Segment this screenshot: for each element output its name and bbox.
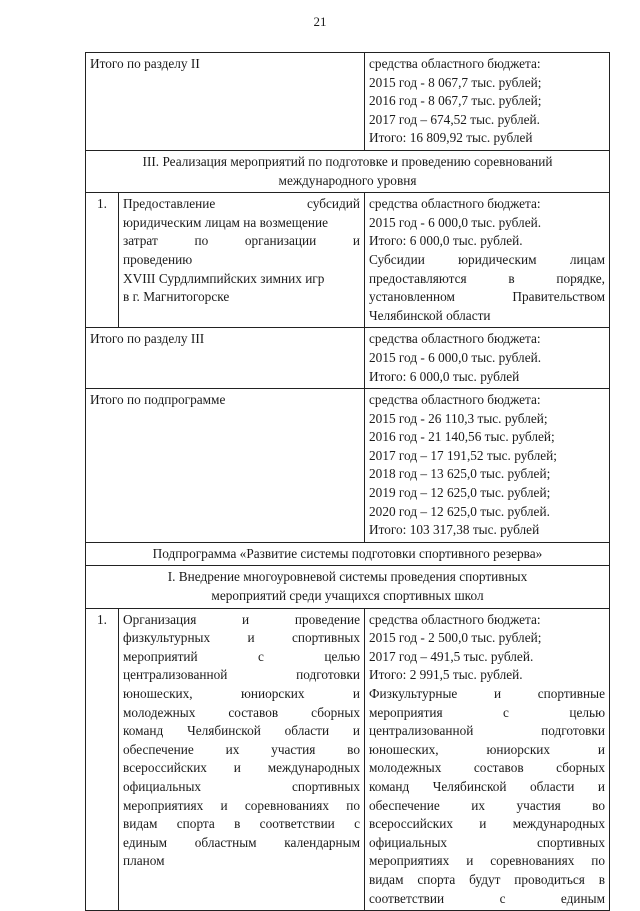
funding-line: Физкультурные и спортивные <box>369 686 606 701</box>
item-3-1-description <box>119 193 365 328</box>
table-row-total-section-2 <box>86 53 610 151</box>
description-line: проведению <box>123 251 193 267</box>
description-line: затрат по организации и <box>123 233 361 249</box>
funding-line: молодежных составов сборных <box>369 760 606 776</box>
subprogram-heading: Подпрограмма «Развитие системы подготовки спортивного резерва» <box>86 542 610 566</box>
description-line: в г. Магнитогорске <box>123 289 230 305</box>
total-section-2-funding <box>365 53 610 151</box>
description-line: всероссийских и международных <box>123 760 361 776</box>
table-row-section-3-heading <box>86 150 610 192</box>
funding-line: мероприятиях и соревнованиях по <box>369 853 606 869</box>
description-line: видам спорта в соответствии с <box>123 816 361 832</box>
description-line: мероприятий с целью <box>123 648 361 664</box>
section-3-heading <box>86 150 610 192</box>
table-row-item-1-1 <box>86 608 610 910</box>
funding-line: команд Челябинской области и <box>369 778 606 794</box>
funding-line: обеспечение их участия во <box>369 797 606 813</box>
total-subprogram-label: Итого по подпрограмме <box>86 389 365 543</box>
description-line: обеспечение их участия во <box>123 741 361 757</box>
funding-line: централизованной подготовки <box>369 723 606 739</box>
funding-line: 2015 год - 6 000,0 тыс. рублей. <box>369 214 542 230</box>
funding-line: 2017 год – 674,52 тыс. рублей. <box>369 111 540 127</box>
total-section-3-funding <box>365 328 610 389</box>
total-section-3-label: Итого по разделу III <box>86 328 365 389</box>
funding-line: предоставляются в порядке, <box>369 270 606 286</box>
funding-line: 2015 год - 2 500,0 тыс. рублей; <box>369 630 542 646</box>
description-line: юношеских, юниорских и <box>123 686 361 701</box>
table-row-item-3-1 <box>86 193 610 328</box>
funding-line: Субсидии юридическим лицам <box>369 251 606 267</box>
item-1-1-description <box>119 608 365 910</box>
description-line: команд Челябинской области и <box>123 723 361 739</box>
funding-line: 2015 год - 6 000,0 тыс. рублей. <box>369 349 542 365</box>
description-line: планом <box>123 853 165 869</box>
funding-line: мероприятия с целью <box>369 704 606 720</box>
funding-line: 2017 год – 491,5 тыс. рублей. <box>369 648 534 664</box>
funding-line: Итого: 103 317,38 тыс. рублей <box>369 522 540 538</box>
funding-line: 2016 год - 8 067,7 тыс. рублей; <box>369 93 542 109</box>
funding-line: Челябинской области <box>369 307 491 323</box>
description-line: единым областным календарным <box>123 834 361 850</box>
heading-line: международного уровня <box>278 172 417 188</box>
table-row-total-section-3 <box>86 328 610 389</box>
table-row-total-subprogram <box>86 389 610 543</box>
funding-line: средства областного бюджета: <box>369 611 541 627</box>
funding-line: юношеских, юниорских и <box>369 741 606 757</box>
funding-line: 2020 год – 12 625,0 тыс. рублей. <box>369 503 550 519</box>
description-line: юридическим лицам на возмещение <box>123 214 329 230</box>
description-line: XVIII Сурдлимпийских зимних игр <box>123 270 325 286</box>
page-number: 21 <box>313 14 327 29</box>
funding-line: Итого: 6 000,0 тыс. рублей <box>369 368 520 384</box>
funding-line: Итого: 6 000,0 тыс. рублей. <box>369 233 523 249</box>
funding-line: 2015 год - 26 110,3 тыс. рублей; <box>369 410 548 426</box>
funding-line: 2017 год – 17 191,52 тыс. рублей; <box>369 447 557 463</box>
description-line: молодежных составов сборных <box>123 704 361 720</box>
item-number: 1. <box>86 193 119 328</box>
description-line: физкультурных и спортивных <box>123 630 361 646</box>
item-1-1-funding <box>365 608 610 910</box>
funding-line: 2018 год – 13 625,0 тыс. рублей; <box>369 466 551 482</box>
funding-line: официальных спортивных <box>369 834 606 850</box>
heading-line: III. Реализация мероприятий по подготовке и проведению соревнований <box>142 153 553 169</box>
table-row-section-1-heading <box>86 566 610 608</box>
section-1-heading <box>86 566 610 608</box>
description-line: официальных спортивных <box>123 778 361 794</box>
funding-line: установленном Правительством <box>369 289 606 305</box>
funding-line: соответствии с единым <box>369 890 606 906</box>
funding-line: 2019 год – 12 625,0 тыс. рублей; <box>369 485 551 501</box>
funding-line: средства областного бюджета: <box>369 56 541 71</box>
description-line: Организация и проведение <box>123 611 361 627</box>
item-3-1-funding <box>365 193 610 328</box>
funding-line: всероссийских и международных <box>369 816 606 832</box>
description-line: Предоставление субсидий <box>123 196 361 212</box>
funding-line: Итого: 16 809,92 тыс. рублей <box>369 130 533 146</box>
heading-line: мероприятий среди учащихся спортивных школ <box>211 588 484 604</box>
funding-line: средства областного бюджета: <box>369 392 541 408</box>
funding-line: 2015 год - 8 067,7 тыс. рублей; <box>369 74 542 90</box>
description-line: централизованной подготовки <box>123 667 361 683</box>
total-section-2-label: Итого по разделу II <box>86 53 365 151</box>
funding-line: видам спорта будут проводиться в <box>369 871 606 887</box>
program-table <box>85 52 610 911</box>
item-number: 1. <box>86 608 119 910</box>
description-line: мероприятиях и соревнованиях по <box>123 797 361 813</box>
heading-line: I. Внедрение многоуровневой системы проведения спортивных <box>167 569 528 585</box>
funding-line: 2016 год - 21 140,56 тыс. рублей; <box>369 429 555 445</box>
total-subprogram-funding <box>365 389 610 543</box>
table-row-subprogram-heading <box>86 542 610 566</box>
funding-line: средства областного бюджета: <box>369 196 541 212</box>
funding-line: средства областного бюджета: <box>369 331 541 347</box>
funding-line: Итого: 2 991,5 тыс. рублей. <box>369 667 523 683</box>
